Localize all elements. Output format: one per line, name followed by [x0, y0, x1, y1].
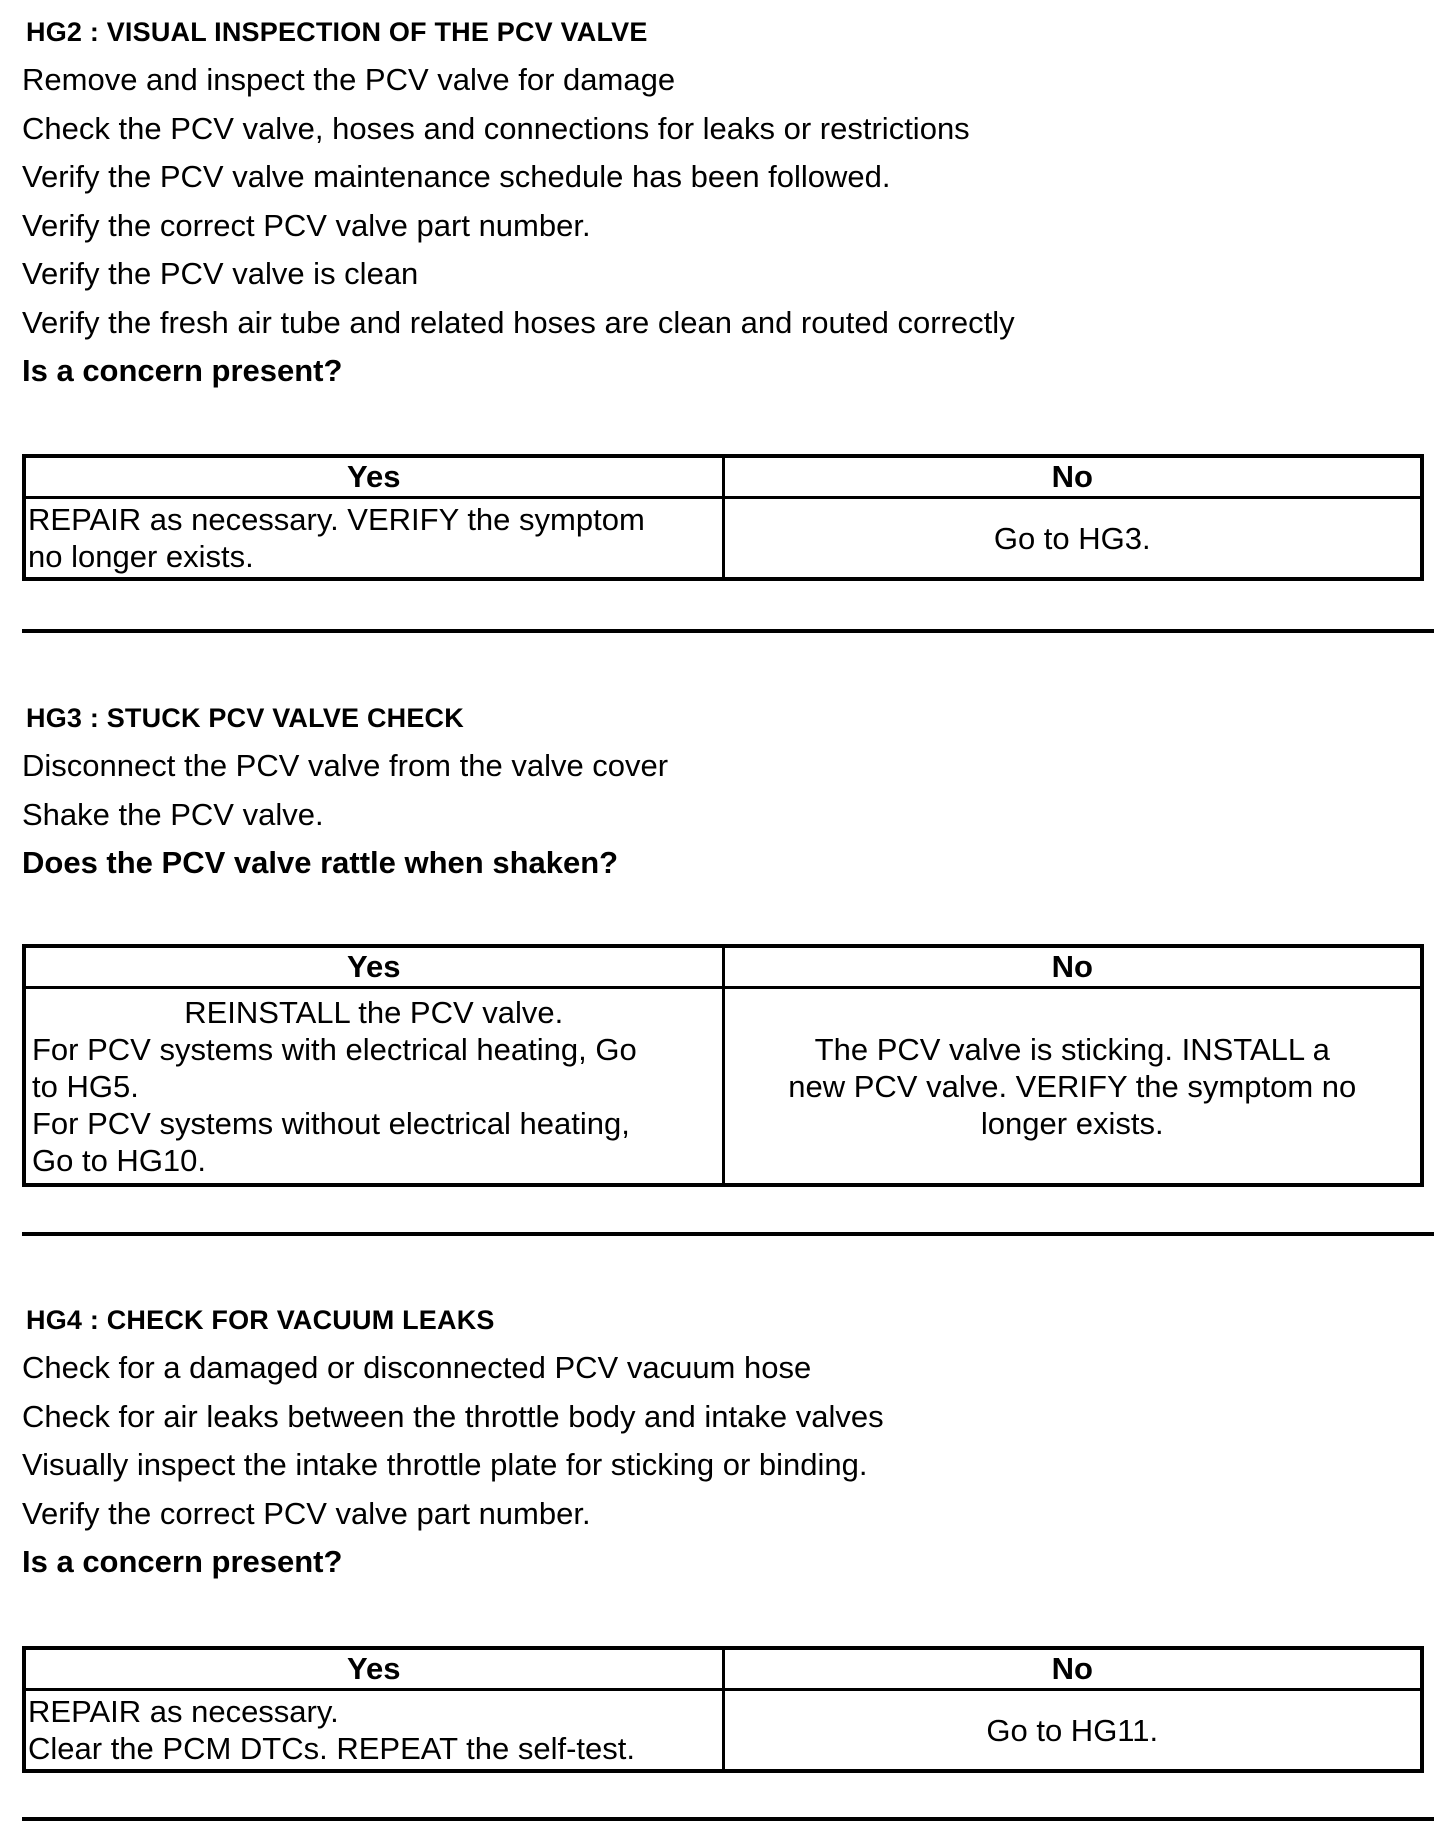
- yes-header: Yes: [24, 1648, 723, 1690]
- yes-line: REPAIR as necessary. VERIFY the symptom: [28, 502, 645, 537]
- no-line: Go to HG3.: [993, 520, 1151, 556]
- no-line: new PCV valve. VERIFY the symptom no: [788, 1068, 1357, 1104]
- instruction-line: Verify the correct PCV valve part number.: [22, 1495, 591, 1531]
- decision-table: [22, 1646, 1424, 1773]
- instruction-line: Shake the PCV valve.: [22, 796, 324, 832]
- instruction-line: Visually inspect the intake throttle plate for sticking or binding.: [22, 1447, 868, 1482]
- instruction-line: Verify the fresh air tube and related hoses are clean and routed correctly: [22, 304, 1015, 340]
- step-question: Is a concern present?: [22, 1544, 343, 1579]
- step-title: HG4 : CHECK FOR VACUUM LEAKS: [26, 1305, 495, 1335]
- step-hg4: [22, 1302, 1432, 1766]
- section-divider: [22, 629, 1434, 633]
- step-hg2: [22, 14, 1432, 574]
- section-divider: [22, 1232, 1434, 1236]
- step-question: Is a concern present?: [22, 353, 343, 388]
- no-cell: [723, 1690, 1422, 1772]
- yes-header: Yes: [24, 456, 723, 498]
- instruction-line: Verify the PCV valve is clean: [22, 256, 419, 291]
- yes-line: For PCV systems with electrical heating, Go: [32, 1031, 637, 1067]
- instruction-line: Remove and inspect the PCV valve for damage: [22, 62, 676, 97]
- no-header: No: [723, 946, 1422, 988]
- instruction-line: Disconnect the PCV valve from the valve cover: [22, 748, 669, 783]
- instruction-line: Verify the PCV valve maintenance schedule has been followed.: [22, 159, 891, 194]
- step-question: Does the PCV valve rattle when shaken?: [22, 845, 619, 880]
- instruction-line: Verify the correct PCV valve part number.: [22, 207, 591, 243]
- instruction-line: Check for air leaks between the throttle body and intake valves: [22, 1398, 884, 1434]
- no-header: No: [723, 456, 1422, 498]
- instruction-line: Check for a damaged or disconnected PCV vacuum hose: [22, 1350, 812, 1385]
- no-cell: [723, 988, 1422, 1186]
- yes-line: no longer exists.: [28, 539, 254, 574]
- yes-line: to HG5.: [32, 1068, 139, 1104]
- section-divider: [22, 1817, 1434, 1821]
- step-hg3: [22, 700, 1432, 1178]
- yes-line: Go to HG10.: [32, 1142, 207, 1178]
- decision-table: [22, 944, 1424, 1187]
- yes-line: Clear the PCM DTCs. REPEAT the self-test.: [28, 1731, 635, 1766]
- yes-line: For PCV systems without electrical heating,: [32, 1105, 630, 1141]
- decision-table: [22, 454, 1424, 581]
- yes-line: REPAIR as necessary.: [28, 1694, 339, 1729]
- no-header: No: [723, 1648, 1422, 1690]
- yes-header: Yes: [24, 946, 723, 988]
- yes-cell: [24, 988, 723, 1186]
- yes-line: REINSTALL the PCV valve.: [184, 994, 564, 1030]
- no-line: Go to HG11.: [986, 1712, 1159, 1748]
- no-line: The PCV valve is sticking. INSTALL a: [814, 1031, 1330, 1067]
- instruction-line: Check the PCV valve, hoses and connections for leaks or restrictions: [22, 110, 970, 146]
- no-line: longer exists.: [980, 1105, 1164, 1141]
- step-title: HG2 : VISUAL INSPECTION OF THE PCV VALVE: [26, 17, 648, 47]
- no-cell: [723, 498, 1422, 580]
- yes-cell: [24, 1690, 723, 1772]
- step-title: HG3 : STUCK PCV VALVE CHECK: [26, 703, 464, 733]
- yes-cell: [24, 498, 723, 580]
